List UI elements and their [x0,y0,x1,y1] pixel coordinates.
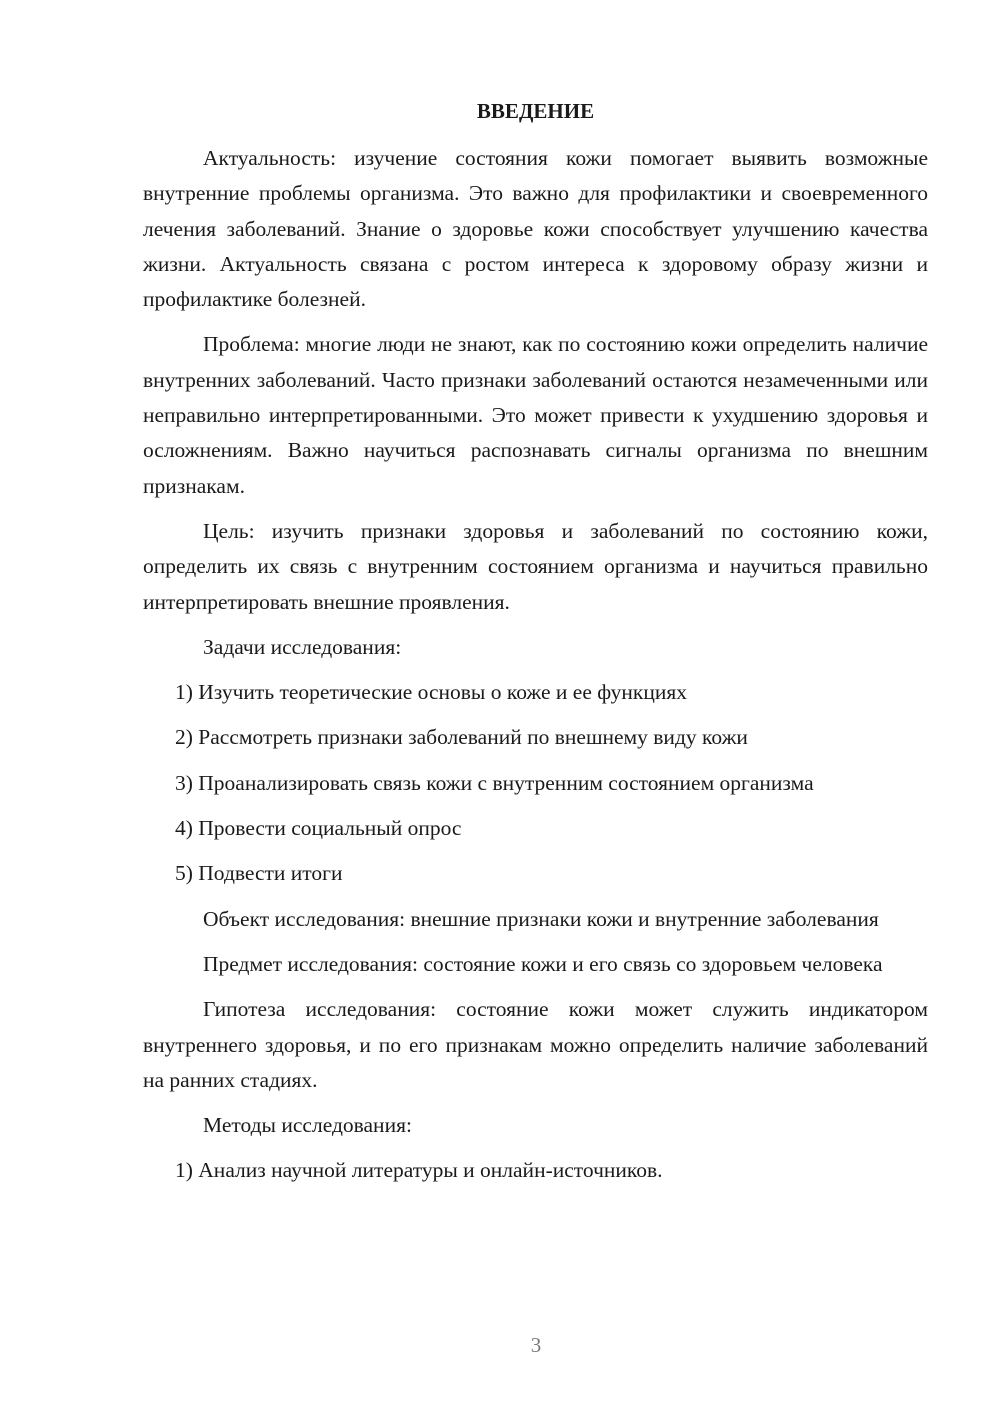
tasks-list [143,675,928,891]
paragraph-subject: Предмет исследования: состояние кожи и его связь со здоровьем человека [203,951,883,976]
paragraph-problem: Проблема: многие люди не знают, как по состоянию кожи определить наличие внутренних заболеваний. Часто признаки заболеваний остаются незамеченными или неправильно интерпретированными. Это может привести к ухудшению здоровья и осложнениям. Важно научиться распознавать сигналы организма по внешним признакам. [143,332,928,498]
methods-heading: Методы исследования: [203,1113,412,1138]
tasks-heading: Задачи исследования: [203,634,402,659]
list-item: 1) Изучить теоретические основы о коже и ее функциях [175,680,688,705]
list-item: 5) Подвести итоги [175,861,343,886]
paragraph-goal: Цель: изучить признаки здоровья и заболеваний по состоянию кожи, определить их связь с внутренним состоянием организма и научиться правильно интерпретировать внешние проявления. [143,518,928,614]
paragraph-relevance: Актуальность: изучение состояния кожи помогает выявить возможные внутренние проблемы организма. Это важно для профилактики и своевременного лечения заболеваний. Знание о здоровье кожи способствует улучшению качества жизни. Актуальность связана с ростом интереса к здоровому образу жизни и профилактике болезней. [143,146,928,312]
paragraph-hypothesis: Гипотеза исследования: состояние кожи может служить индикатором внутреннего здоровья, и по его признакам можно определить наличие заболеваний на ранних стадиях. [143,997,928,1092]
list-item: 4) Провести социальный опрос [175,816,462,841]
paragraph-object: Объект исследования: внешние признаки кожи и внутренние заболевания [203,906,879,931]
page-number: 3 [530,1333,542,1357]
page-title: ВВЕДЕНИЕ [476,99,595,123]
list-item: 2) Рассмотреть признаки заболеваний по внешнему виду кожи [175,725,748,750]
list-item: 3) Проанализировать связь кожи с внутренним состоянием организма [175,770,814,795]
list-item: 1) Анализ научной литературы и онлайн-источников. [175,1158,663,1183]
document-page [143,95,928,1199]
methods-list [143,1153,928,1188]
